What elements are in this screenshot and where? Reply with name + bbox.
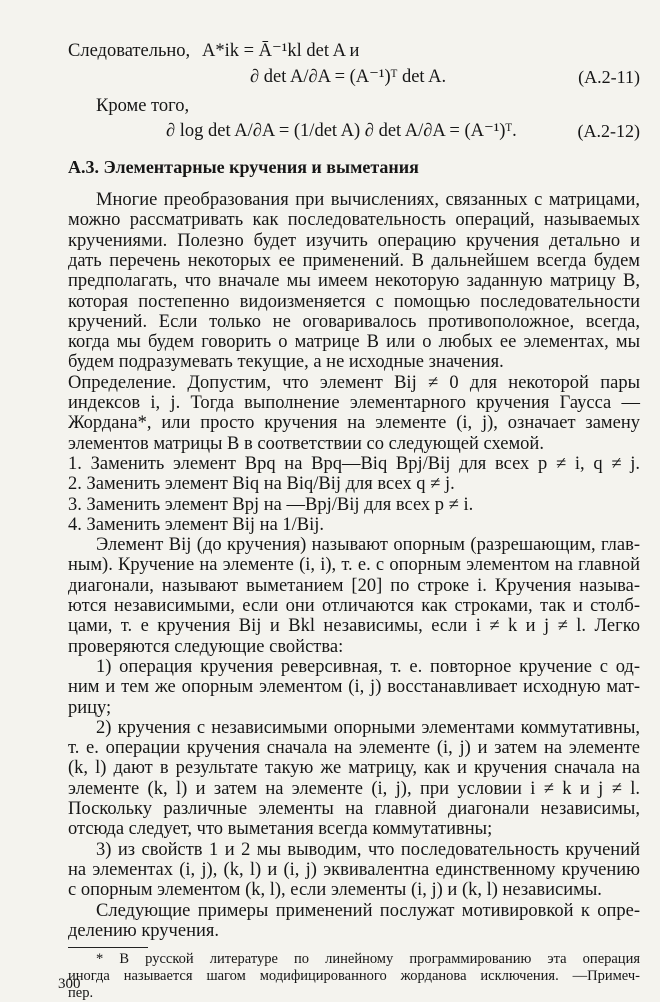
property-line: рицу; [68, 697, 112, 718]
property-line: ним и тем же опорным элементом (i, j) восстанавливает исходную мат- [68, 677, 640, 698]
paragraph-line: дать перечень некоторых ее применений. В дальнейшем всегда будем [68, 250, 640, 271]
paragraph-line: ным). Кручение на элементе (i, i), т. е. с опорным элементом на главной [68, 555, 640, 576]
paragraph-line: кручений. Если только не оговаривалось противоположное, всегда, [68, 311, 640, 332]
paragraph-line: Многие преобразования при вычислениях, связанных с матрицами, [96, 190, 640, 210]
moreover-text: Кроме того, [96, 96, 190, 116]
formula-log-det: ∂ log det A/∂A = (1/det A) ∂ det A/∂A = (A⁻¹)ᵀ. [166, 121, 517, 141]
paragraph-line: Элемент Bij (до кручения) называют опорным (разрешающим, глав- [96, 535, 640, 556]
paragraph-line: когда мы будем говорить о матрице B или о любых ее элементах, мы [68, 332, 640, 353]
formula-cofactor: A*ik = Ā⁻¹kl det A и [202, 41, 360, 61]
rule-item: 2. Заменить элемент Biq на Biq/Bij для всех q ≠ j. [68, 474, 455, 495]
paragraph-line: цами, т. е кручения Bij и Bkl независимы, если i ≠ k и j ≠ l. Легко [68, 616, 640, 637]
definition-line: индексов i, j. Тогда выполнение элементарного кручения Гаусса — [68, 393, 640, 413]
paragraph-line: ются независимыми, если они отличаются как строками, так и столб- [68, 596, 640, 616]
rule-item: 1. Заменить элемент Bpq на Bpq—Biq Bpj/Bij для всех p ≠ i, q ≠ j. [68, 453, 640, 474]
property-line: 1) операция кручения реверсивная, т. е. повторное кручение с од- [96, 656, 640, 677]
property-line: на элементах (i, j), (k, l) и (i, j) эквивалентна единственному кручению [68, 859, 640, 880]
closing-line: Следующие примеры применений послужат мотивировкой к опре- [96, 900, 640, 921]
property-line: отсюда следует, что выметания всегда коммутативны; [68, 819, 493, 840]
equation-number: (A.2-12) [577, 121, 640, 141]
footnote-line: * В русской литературе по линейному программированию эта операция [96, 951, 640, 968]
property-line: Поскольку различные элементы на главной диагонали независимы, [68, 799, 640, 819]
footnote-line: пер. [68, 985, 94, 1002]
page-number: 300 [58, 976, 81, 992]
property-line: 2) кручения с независимыми опорными элементами коммутативны, [96, 717, 640, 738]
definition-line: Определение. Допустим, что элемент Bij ≠ 0 для некоторой пары [68, 372, 640, 393]
footnote-line: иногда называется шагом модифицированного жорданова исключения. —Примеч- [68, 968, 640, 985]
paragraph-line: кручениями. Полезно будет изучить операцию кручения детально и [68, 230, 640, 251]
property-line: элементе (k, l) и затем на элементе (i, j), при условии i ≠ k и j ≠ l. [68, 778, 640, 799]
closing-line: делению кручения. [68, 920, 220, 941]
property-line: 3) из свойств 1 и 2 мы выводим, что последовательность кручений [96, 839, 640, 860]
paragraph-line: проверяются следующие свойства: [68, 636, 344, 657]
property-line: с опорным элементом (k, l), если элементы (i, j) и (k, l) независимы. [68, 880, 602, 901]
paragraph-line: диагонали, называют выметанием [20] по строке i. Кручения называ- [68, 575, 640, 596]
paragraph-line: будем подразумевать текущие, а не исходные значения. [68, 352, 504, 373]
paragraph-line: которая постепенно видоизменяется с помощью последовательности [68, 291, 640, 312]
equation-number: (A.2-11) [578, 67, 640, 87]
formula-derivative-det: ∂ det A/∂A = (A⁻¹)ᵀ det A. [250, 67, 447, 87]
rule-item: 4. Заменить элемент Bij на 1/Bij. [68, 514, 325, 535]
paragraph-line: можно рассматривать как последовательность операций, называемых [68, 210, 640, 231]
section-heading: А.3. Элементарные кручения и выметания [68, 157, 419, 177]
definition-line: Жордана*, или просто кручения на элементе (i, j), означает замену [68, 413, 640, 434]
footnote-rule [68, 947, 148, 948]
definition-line: элементов матрицы B в соответствии со следующей схемой. [68, 433, 544, 454]
property-line: (k, l) дают в результате такую же матрицу, как и кручения сначала на [68, 758, 640, 779]
rule-item: 3. Заменить элемент Bpj на —Bpj/Bij для всех p ≠ i. [68, 494, 474, 515]
property-line: т. е. операции кручения сначала на элементе (i, j) и затем на элементе [68, 738, 640, 759]
paragraph-line: предполагать, что вначале мы имеем некоторую заданную матрицу B, [68, 271, 640, 292]
intro-prefix: Следовательно, [68, 41, 191, 61]
